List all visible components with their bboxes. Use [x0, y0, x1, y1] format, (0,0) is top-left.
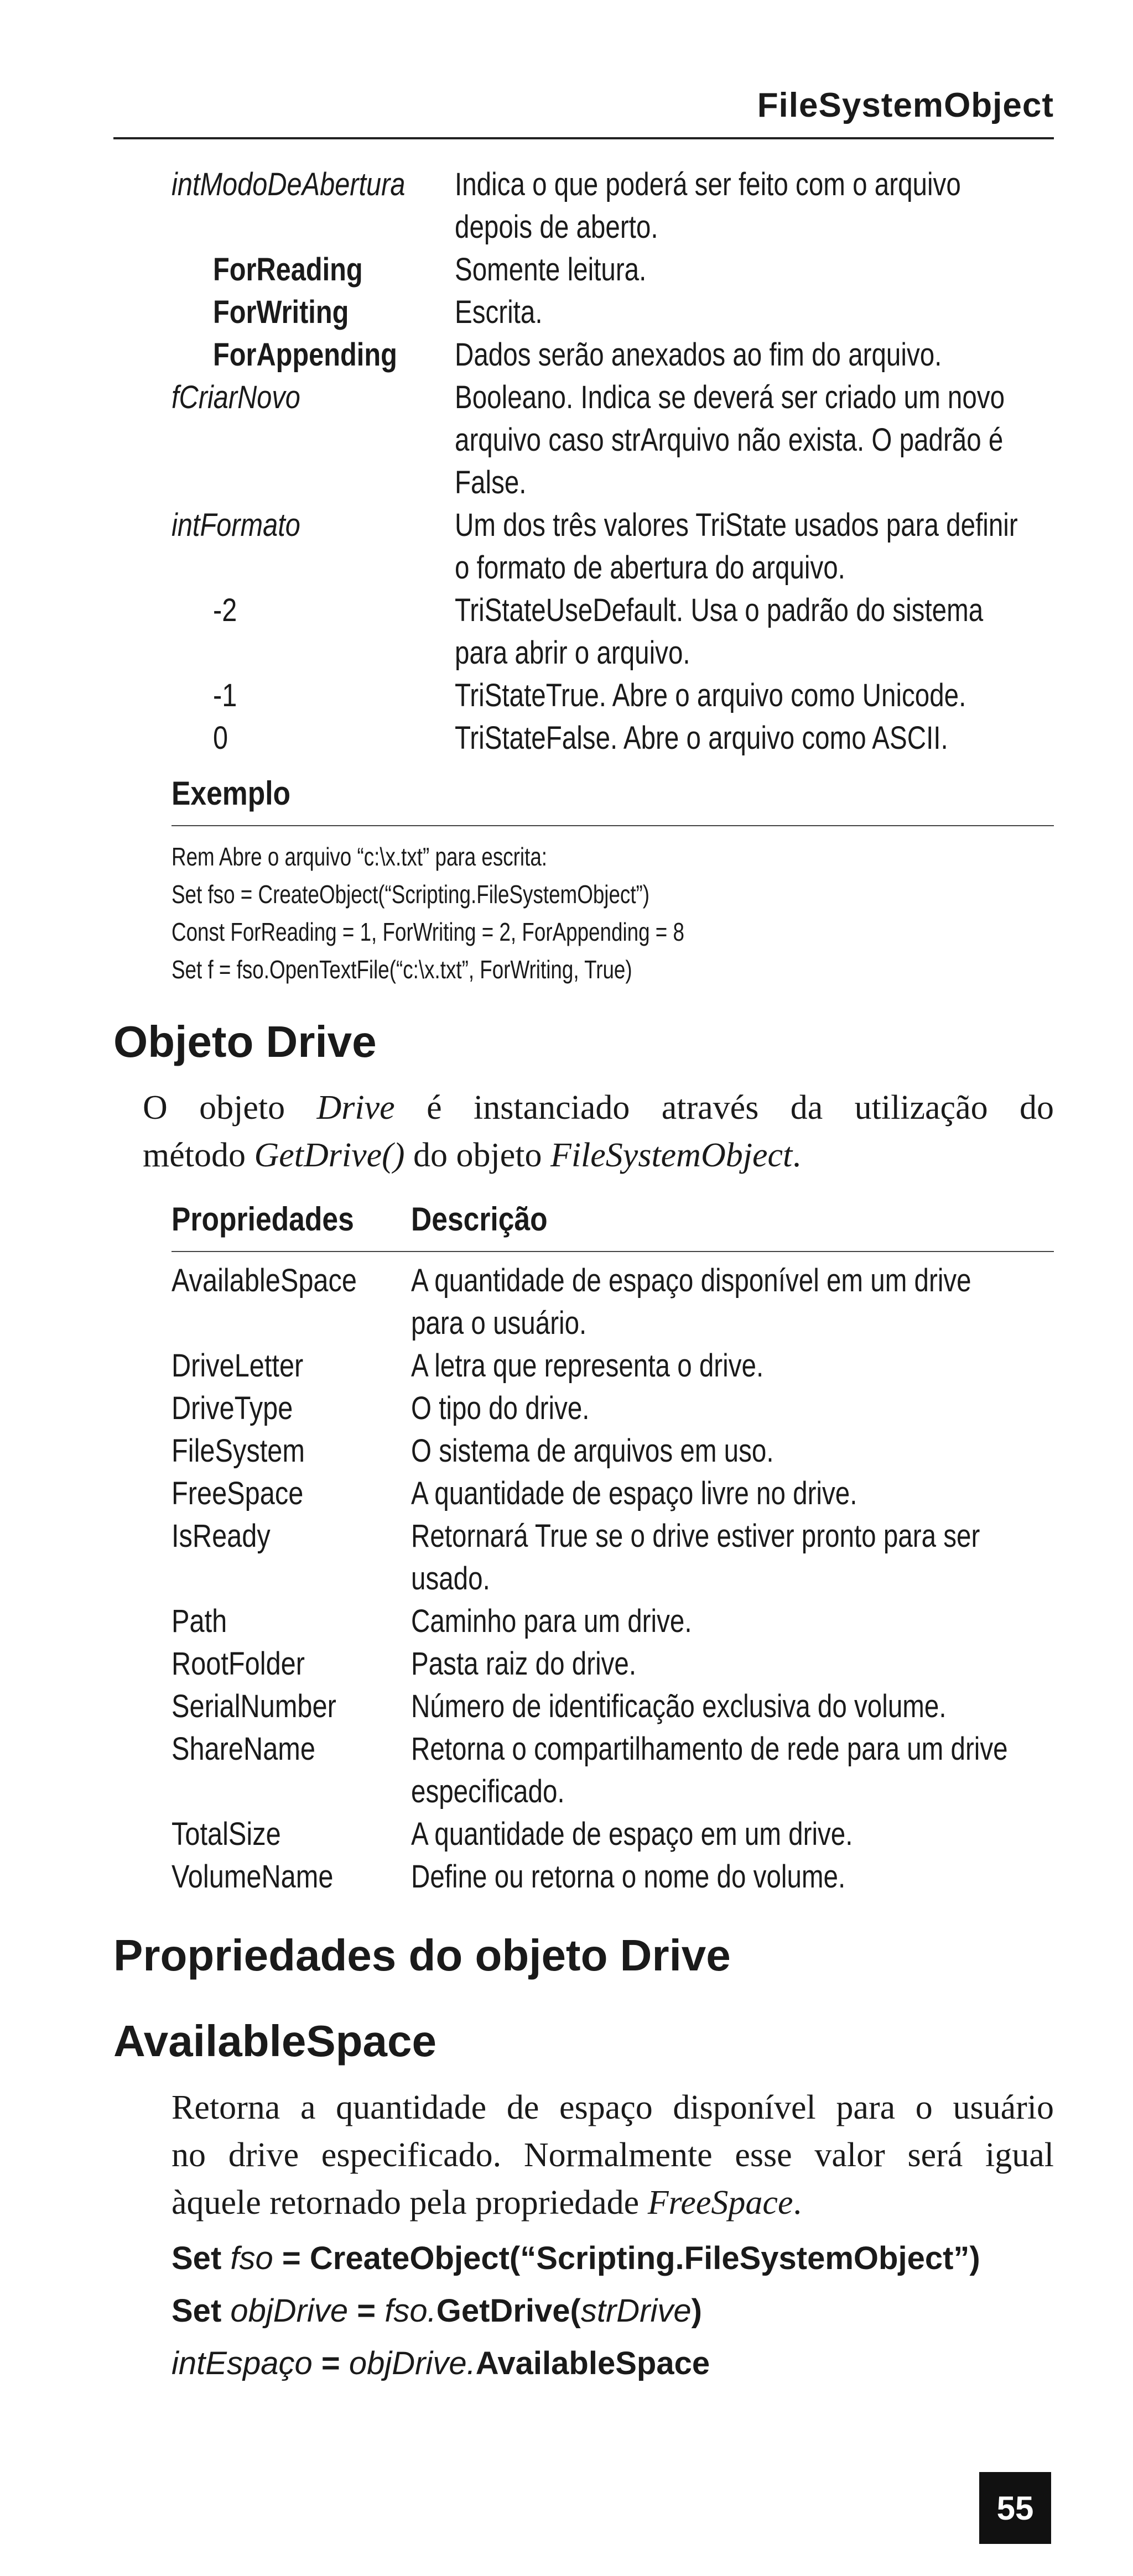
property-description-text: A quantidade de espaço livre no drive.	[411, 1475, 857, 1511]
table-row	[171, 1515, 1054, 1600]
para-line-2: no drive especificado. Normalmente esse valor será igual	[171, 2136, 1054, 2174]
param-description-text: para abrir o arquivo.	[455, 635, 690, 671]
property-name	[171, 1600, 237, 1642]
param-term-text: fCriarNovo	[171, 379, 300, 415]
example-rule	[171, 825, 1054, 826]
table-row	[171, 1855, 1054, 1898]
param-row	[171, 333, 1054, 376]
param-description	[455, 163, 1072, 248]
property-description-line	[411, 1642, 685, 1685]
property-description	[411, 1728, 1133, 1813]
param-description-text: TriStateFalse. Abre o arquivo como ASCII.	[455, 720, 948, 756]
drive-intro-paragraph	[143, 1084, 1054, 1179]
param-row	[171, 674, 1054, 717]
property-description-text: usado.	[411, 1561, 490, 1597]
param-row	[171, 504, 1054, 589]
param-description-text: Escrita.	[455, 294, 543, 330]
property-name-text: AvailableSpace	[171, 1263, 357, 1299]
property-description-text: Retornará True se o drive estiver pronto para ser	[411, 1518, 980, 1554]
property-description	[411, 1515, 1105, 1600]
property-description-text: A quantidade de espaço disponível em um drive	[411, 1263, 971, 1299]
param-term-text: intFormato	[171, 507, 300, 543]
syntax-line-2: Set objDrive = fso.GetDrive(strDrive)	[171, 2293, 702, 2329]
param-description-line	[455, 419, 1125, 461]
property-description	[411, 1855, 941, 1898]
property-description-line	[411, 1557, 1105, 1600]
param-row	[171, 163, 1054, 248]
param-description-text: TriStateUseDefault. Usa o padrão do sistema	[455, 592, 984, 628]
property-description-line	[411, 1728, 1133, 1770]
property-description-line	[411, 1472, 955, 1515]
param-description-text: Um dos três valores TriState usados para definir	[455, 507, 1018, 543]
property-name-text: TotalSize	[171, 1816, 281, 1852]
param-description	[455, 376, 1125, 504]
property-description-line	[411, 1387, 628, 1430]
property-description-text: Retorna o compartilhamento de rede para um drive	[411, 1731, 1008, 1767]
param-term-text: ForWriting	[213, 294, 349, 330]
param-description-line	[455, 546, 1133, 589]
table-row	[171, 1387, 1054, 1430]
property-description	[411, 1472, 955, 1515]
property-name-text: DriveLetter	[171, 1348, 304, 1384]
property-name-text: FileSystem	[171, 1433, 305, 1469]
param-description-line	[455, 376, 1125, 419]
property-description-line	[411, 1515, 1105, 1557]
param-description-line	[455, 717, 1056, 759]
property-name-text: VolumeName	[171, 1859, 334, 1895]
property-name	[171, 1430, 330, 1472]
property-description-text: Define ou retorna o nome do volume.	[411, 1859, 846, 1895]
code-line	[171, 913, 813, 951]
param-description	[455, 291, 562, 333]
property-description-line	[411, 1600, 753, 1642]
param-description-line	[455, 333, 1049, 376]
para-line-1: Retorna a quantidade de espaço disponível para o usuário	[171, 2089, 1054, 2126]
code-line	[171, 875, 769, 913]
param-description-line	[455, 206, 1072, 248]
property-description-line	[411, 1259, 1094, 1302]
param-row	[171, 291, 1054, 333]
param-description-line	[455, 461, 1125, 504]
availablespace-paragraph	[171, 2084, 1054, 2226]
table-row	[171, 1813, 1054, 1855]
property-description	[411, 1387, 628, 1430]
para-line-3: àquele retornado pela propriedade FreeSpace.	[171, 2184, 802, 2222]
table-row	[171, 1685, 1054, 1728]
property-description-text: O sistema de arquivos em uso.	[411, 1433, 774, 1469]
property-description-text: A letra que representa o drive.	[411, 1348, 764, 1384]
param-description-text: Somente leitura.	[455, 252, 647, 288]
property-description-line	[411, 1855, 941, 1898]
property-description	[411, 1813, 950, 1855]
property-description	[411, 1685, 1064, 1728]
param-term	[171, 376, 325, 419]
property-description-line	[411, 1344, 841, 1387]
property-name	[171, 1855, 364, 1898]
syntax-line-3: intEspaço = objDrive.AvailableSpace	[171, 2345, 710, 2381]
property-description-line	[411, 1685, 1064, 1728]
param-description-text: o formato de abertura do arquivo.	[455, 550, 845, 586]
table-row	[171, 1600, 1054, 1642]
param-term	[213, 248, 391, 291]
param-term	[213, 717, 231, 759]
param-description-text: TriStateTrue. Abre o arquivo como Unicode.	[455, 677, 966, 713]
section-heading-objeto-drive: Objeto Drive	[113, 1017, 377, 1066]
param-row	[171, 248, 1054, 291]
property-description-line	[411, 1430, 853, 1472]
code-line	[171, 951, 747, 988]
param-term-text: 0	[213, 720, 228, 756]
param-description-text: arquivo caso strArquivo não exista. O padrão é	[455, 422, 1004, 458]
param-description-line	[455, 163, 1072, 206]
property-description-text: especificado.	[411, 1774, 565, 1810]
intro-line-1: O objeto Drive é instanciado através da utilização do	[143, 1089, 1054, 1127]
param-term	[171, 504, 325, 546]
property-name	[171, 1472, 329, 1515]
property-description-text: O tipo do drive.	[411, 1390, 590, 1426]
param-description-line	[455, 632, 1099, 674]
param-description-text: Indica o que poderá ser feito com o arquivo	[455, 166, 961, 202]
example-label: Exemplo	[171, 775, 291, 812]
param-description-text: False.	[455, 465, 527, 500]
property-name	[171, 1685, 368, 1728]
property-description-text: Caminho para um drive.	[411, 1603, 692, 1639]
property-name	[171, 1813, 302, 1855]
table-row	[171, 1259, 1054, 1344]
section-heading-propriedades: Propriedades do objeto Drive	[113, 1931, 731, 1980]
intro-line-2: método GetDrive() do objeto FileSystemObject.	[143, 1136, 801, 1174]
page-number: 55	[979, 2472, 1051, 2544]
property-description	[411, 1430, 853, 1472]
param-term	[213, 674, 242, 717]
property-description	[411, 1642, 685, 1685]
code-text: Set fso = CreateObject(“Scripting.FileSystemObject”)	[171, 880, 650, 909]
property-description-line	[411, 1770, 1133, 1813]
property-description-text: para o usuário.	[411, 1305, 587, 1341]
param-term-text: -2	[213, 592, 237, 628]
header-rule	[113, 137, 1054, 139]
param-description-text: Dados serão anexados ao fim do arquivo.	[455, 337, 942, 373]
property-name	[171, 1515, 289, 1557]
param-term	[213, 589, 242, 632]
param-description-line	[455, 291, 562, 333]
property-name	[171, 1259, 392, 1302]
param-description-line	[455, 589, 1099, 632]
property-description	[411, 1344, 841, 1387]
property-name	[171, 1344, 329, 1387]
property-description-text: Pasta raiz do drive.	[411, 1646, 637, 1682]
param-term-text: intModoDeAbertura	[171, 166, 406, 202]
param-description-text: depois de aberto.	[455, 209, 658, 245]
property-name-text: FreeSpace	[171, 1475, 304, 1511]
param-description-text: Booleano. Indica se deverá ser criado um novo	[455, 379, 1005, 415]
param-row	[171, 717, 1054, 759]
property-name-text: RootFolder	[171, 1646, 305, 1682]
property-description	[411, 1600, 753, 1642]
property-name-text: ShareName	[171, 1731, 315, 1767]
property-name-text: Path	[171, 1603, 227, 1639]
param-description	[455, 589, 1099, 674]
syntax-line-1: Set fso = CreateObject(“Scripting.FileSystemObject”)	[171, 2240, 980, 2276]
property-description-line	[411, 1302, 1094, 1344]
property-description-text: Número de identificação exclusiva do volume.	[411, 1688, 947, 1724]
table-header-rule	[171, 1251, 1054, 1252]
param-description	[455, 717, 1056, 759]
param-term-text: -1	[213, 677, 237, 713]
property-name	[171, 1642, 330, 1685]
table-row	[171, 1728, 1054, 1813]
property-description	[411, 1259, 1094, 1344]
table-header-description: Descrição	[411, 1201, 548, 1238]
code-text: Rem Abre o arquivo “c:\x.txt” para escrita:	[171, 842, 548, 871]
table-row	[171, 1642, 1054, 1685]
param-term-text: ForAppending	[213, 337, 397, 373]
param-description	[455, 333, 1049, 376]
property-description-line	[411, 1813, 950, 1855]
param-term-text: ForReading	[213, 252, 363, 288]
param-description-line	[455, 504, 1133, 546]
property-name	[171, 1387, 316, 1430]
table-header-properties: Propriedades	[171, 1201, 354, 1238]
running-header: FileSystemObject	[757, 86, 1054, 124]
param-description-line	[455, 674, 1078, 717]
section-heading-availablespace: AvailableSpace	[113, 2016, 437, 2066]
param-term	[213, 333, 432, 376]
property-name-text: IsReady	[171, 1518, 271, 1554]
table-row	[171, 1472, 1054, 1515]
param-row	[171, 589, 1054, 674]
table-row	[171, 1430, 1054, 1472]
param-term	[171, 163, 450, 206]
param-term	[213, 291, 375, 333]
code-line	[171, 838, 641, 875]
property-name	[171, 1728, 342, 1770]
property-name-text: SerialNumber	[171, 1688, 336, 1724]
property-description-text: A quantidade de espaço em um drive.	[411, 1816, 853, 1852]
param-description	[455, 674, 1078, 717]
code-text: Const ForReading = 1, ForWriting = 2, ForAppending = 8	[171, 917, 684, 946]
param-description	[455, 248, 688, 291]
param-description	[455, 504, 1133, 589]
table-row	[171, 1344, 1054, 1387]
code-text: Set f = fso.OpenTextFile(“c:\x.txt”, ForWriting, True)	[171, 955, 632, 984]
param-description-line	[455, 248, 688, 291]
param-row	[171, 376, 1054, 504]
property-name-text: DriveType	[171, 1390, 293, 1426]
